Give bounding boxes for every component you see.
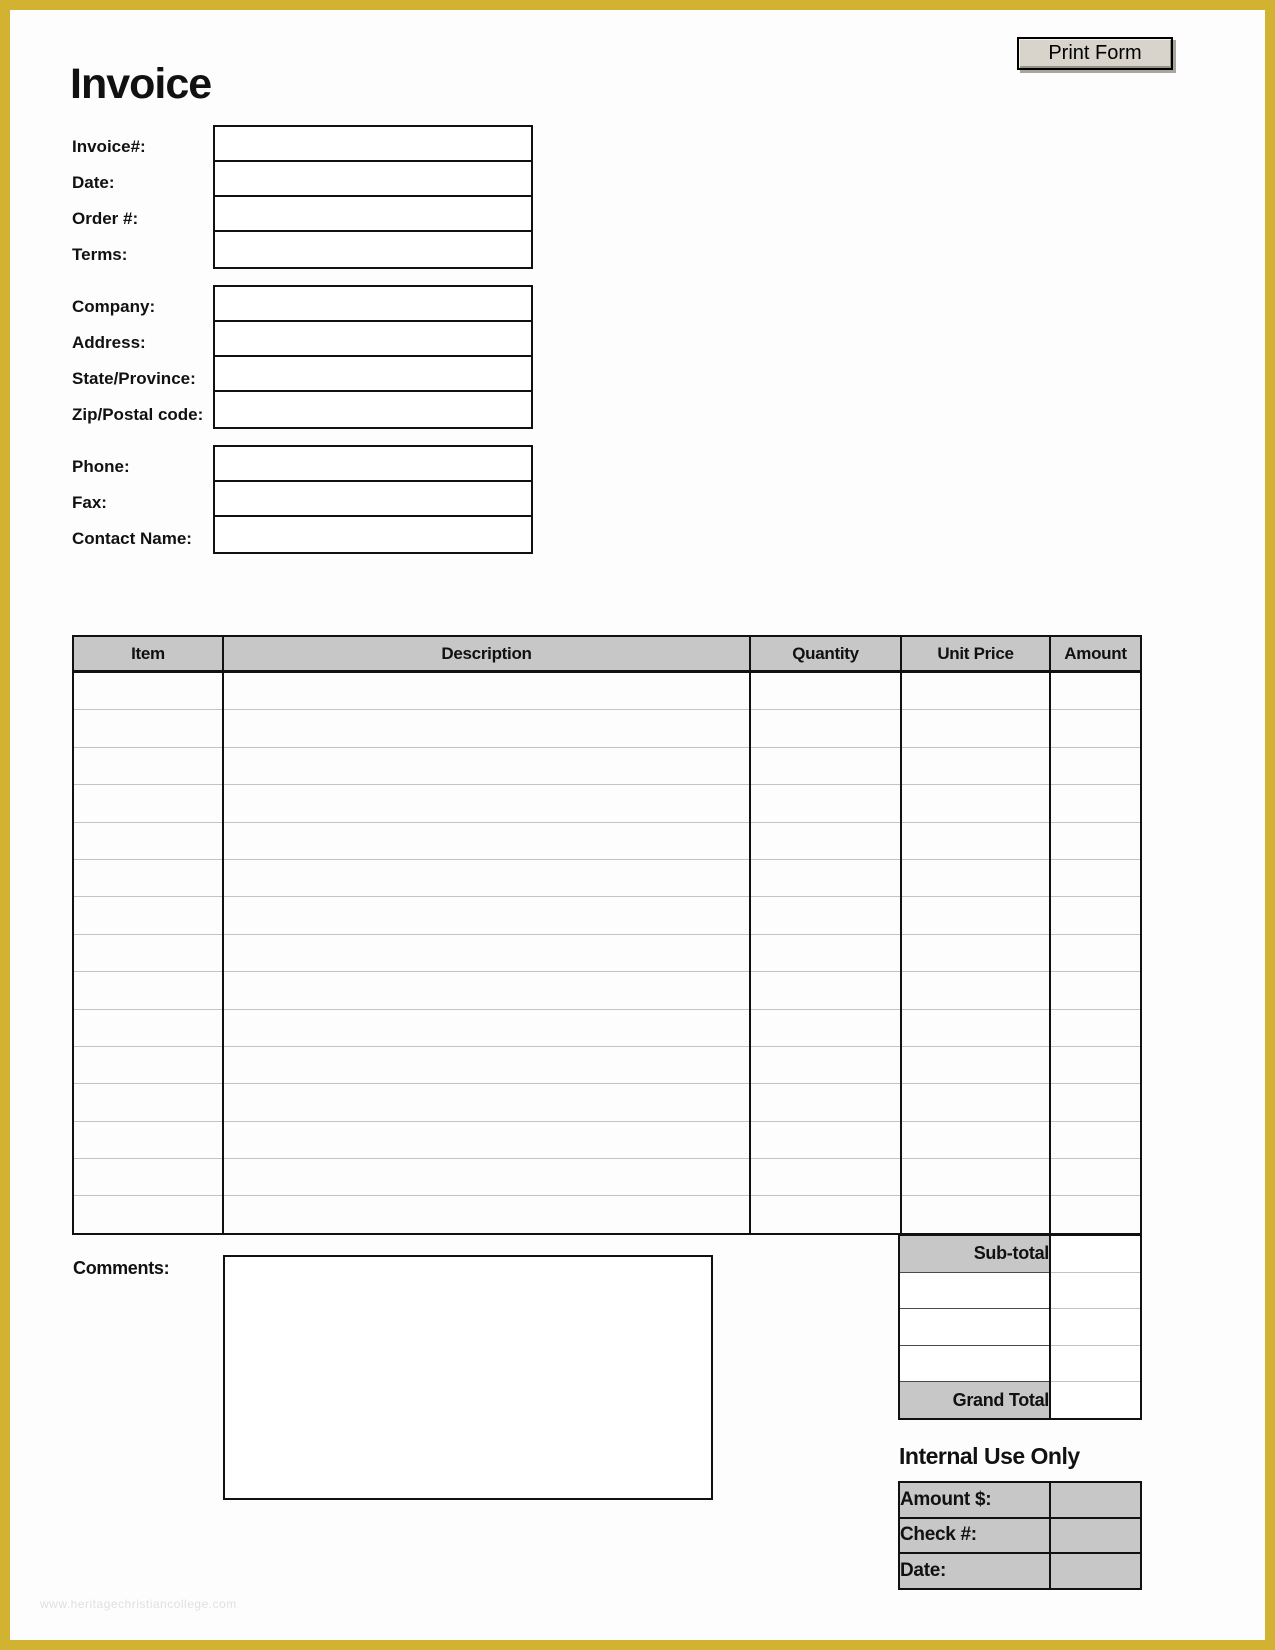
quantity-cell[interactable] bbox=[750, 710, 901, 747]
item-row bbox=[73, 710, 1141, 747]
items-header-row bbox=[73, 636, 1141, 672]
description-cell[interactable] bbox=[223, 897, 750, 934]
amount-cell[interactable] bbox=[1050, 785, 1141, 822]
description-cell[interactable] bbox=[223, 859, 750, 896]
contact-info-box bbox=[213, 445, 533, 554]
amount-cell[interactable] bbox=[1050, 1009, 1141, 1046]
quantity-cell[interactable] bbox=[750, 1009, 901, 1046]
item-row bbox=[73, 1009, 1141, 1046]
quantity-cell[interactable] bbox=[750, 859, 901, 896]
amount-cell[interactable] bbox=[1050, 822, 1141, 859]
amount-cell[interactable] bbox=[1050, 934, 1141, 971]
item-row bbox=[73, 1121, 1141, 1158]
amount-cell[interactable] bbox=[1050, 710, 1141, 747]
item-row bbox=[73, 1159, 1141, 1196]
invoice-date-label: Date: bbox=[72, 173, 115, 192]
amount-cell[interactable] bbox=[1050, 897, 1141, 934]
internal-use-row bbox=[899, 1553, 1141, 1589]
description-cell[interactable] bbox=[223, 822, 750, 859]
internal-date-value-cell[interactable] bbox=[1050, 1553, 1141, 1589]
unit-price-cell[interactable] bbox=[901, 822, 1050, 859]
quantity-cell[interactable] bbox=[750, 785, 901, 822]
item-row bbox=[73, 1084, 1141, 1121]
contact-name-field-row bbox=[215, 517, 531, 552]
quantity-cell[interactable] bbox=[750, 1196, 901, 1234]
description-cell[interactable] bbox=[223, 1196, 750, 1234]
quantity-column-header: Quantity bbox=[750, 636, 901, 672]
item-cell[interactable] bbox=[73, 710, 223, 747]
company-field-row bbox=[215, 287, 531, 322]
unit-price-cell[interactable] bbox=[901, 672, 1050, 710]
totals-extra-amount-cell[interactable] bbox=[1050, 1272, 1141, 1309]
description-cell[interactable] bbox=[223, 1084, 750, 1121]
totals-row bbox=[899, 1309, 1141, 1346]
unit-price-cell[interactable] bbox=[901, 972, 1050, 1009]
totals-extra-amount-cell[interactable] bbox=[1050, 1345, 1141, 1382]
sub-total-amount-cell[interactable] bbox=[1050, 1235, 1141, 1272]
grand-total-label-cell: Grand Total bbox=[899, 1382, 1050, 1419]
unit-price-column-header: Unit Price bbox=[901, 636, 1050, 672]
amount-cell[interactable] bbox=[1050, 972, 1141, 1009]
internal-check-number-label-cell: Check #: bbox=[899, 1518, 1050, 1554]
company-label: Company: bbox=[72, 297, 156, 316]
terms-input[interactable] bbox=[215, 232, 531, 267]
address-input[interactable] bbox=[215, 322, 531, 355]
description-cell[interactable] bbox=[223, 1159, 750, 1196]
description-cell[interactable] bbox=[223, 1009, 750, 1046]
description-cell[interactable] bbox=[223, 1121, 750, 1158]
amount-cell[interactable] bbox=[1050, 672, 1141, 710]
state-province-label: State/Province: bbox=[72, 369, 196, 388]
terms-field-row bbox=[215, 232, 531, 267]
item-row bbox=[73, 672, 1141, 710]
internal-use-row bbox=[899, 1482, 1141, 1518]
totals-extra-label-cell[interactable] bbox=[899, 1309, 1050, 1346]
grand-total-amount-cell[interactable] bbox=[1050, 1382, 1141, 1419]
item-row bbox=[73, 822, 1141, 859]
phone-field-row bbox=[215, 447, 531, 482]
order-number-field-row bbox=[215, 197, 531, 232]
totals-row bbox=[899, 1382, 1141, 1419]
order-number-input[interactable] bbox=[215, 197, 531, 230]
quantity-cell[interactable] bbox=[750, 1084, 901, 1121]
comments-label: Comments: bbox=[73, 1258, 170, 1278]
internal-date-label-cell: Date: bbox=[899, 1553, 1050, 1589]
address-label: Address: bbox=[72, 333, 146, 352]
unit-price-cell[interactable] bbox=[901, 1196, 1050, 1234]
company-input[interactable] bbox=[215, 287, 531, 320]
items-table bbox=[72, 635, 1142, 1235]
description-cell[interactable] bbox=[223, 710, 750, 747]
zip-postal-code-field-row bbox=[215, 392, 531, 427]
item-cell[interactable] bbox=[73, 1196, 223, 1234]
quantity-cell[interactable] bbox=[750, 1121, 901, 1158]
unit-price-cell[interactable] bbox=[901, 897, 1050, 934]
company-info-box bbox=[213, 285, 533, 429]
order-number-label: Order #: bbox=[72, 209, 139, 228]
item-cell[interactable] bbox=[73, 1159, 223, 1196]
amount-cell[interactable] bbox=[1050, 747, 1141, 784]
quantity-cell[interactable] bbox=[750, 897, 901, 934]
unit-price-cell[interactable] bbox=[901, 1159, 1050, 1196]
internal-use-table bbox=[898, 1481, 1142, 1590]
sub-total-label-cell: Sub-total bbox=[899, 1235, 1050, 1272]
item-cell[interactable] bbox=[73, 972, 223, 1009]
item-cell[interactable] bbox=[73, 672, 223, 710]
items-table-header bbox=[73, 636, 1141, 672]
amount-cell[interactable] bbox=[1050, 859, 1141, 896]
unit-price-cell[interactable] bbox=[901, 1046, 1050, 1083]
totals-extra-label-cell[interactable] bbox=[899, 1345, 1050, 1382]
amount-cell[interactable] bbox=[1050, 1121, 1141, 1158]
quantity-cell[interactable] bbox=[750, 972, 901, 1009]
invoice-number-label: Invoice#: bbox=[72, 137, 146, 156]
internal-use-row bbox=[899, 1518, 1141, 1554]
totals-extra-label-cell[interactable] bbox=[899, 1272, 1050, 1309]
phone-label: Phone: bbox=[72, 457, 130, 476]
invoice-info-box bbox=[213, 125, 533, 269]
unit-price-cell[interactable] bbox=[901, 934, 1050, 971]
description-cell[interactable] bbox=[223, 972, 750, 1009]
internal-check-number-value-cell[interactable] bbox=[1050, 1518, 1141, 1554]
page-title: Invoice bbox=[70, 60, 212, 108]
item-row bbox=[73, 897, 1141, 934]
fax-label: Fax: bbox=[72, 493, 107, 512]
item-row bbox=[73, 785, 1141, 822]
unit-price-cell[interactable] bbox=[901, 785, 1050, 822]
description-column-header: Description bbox=[223, 636, 750, 672]
description-cell[interactable] bbox=[223, 747, 750, 784]
phone-input[interactable] bbox=[215, 447, 531, 480]
terms-label: Terms: bbox=[72, 245, 128, 264]
description-cell[interactable] bbox=[223, 785, 750, 822]
item-row bbox=[73, 972, 1141, 1009]
totals-row bbox=[899, 1235, 1141, 1272]
item-cell[interactable] bbox=[73, 859, 223, 896]
unit-price-cell[interactable] bbox=[901, 1084, 1050, 1121]
state-province-input[interactable] bbox=[215, 357, 531, 390]
fax-field-row bbox=[215, 482, 531, 517]
item-row bbox=[73, 934, 1141, 971]
amount-cell[interactable] bbox=[1050, 1159, 1141, 1196]
internal-use-title: Internal Use Only bbox=[899, 1443, 1080, 1469]
item-row bbox=[73, 859, 1141, 896]
invoice-number-field-row bbox=[215, 127, 531, 162]
zip-postal-code-input[interactable] bbox=[215, 392, 531, 427]
item-cell[interactable] bbox=[73, 1046, 223, 1083]
internal-amount-label-cell: Amount $: bbox=[899, 1482, 1050, 1518]
totals-row bbox=[899, 1272, 1141, 1309]
totals-row bbox=[899, 1345, 1141, 1382]
description-cell[interactable] bbox=[223, 1046, 750, 1083]
fax-input[interactable] bbox=[215, 482, 531, 515]
totals-table bbox=[898, 1234, 1142, 1420]
totals-extra-amount-cell[interactable] bbox=[1050, 1309, 1141, 1346]
item-cell[interactable] bbox=[73, 934, 223, 971]
unit-price-cell[interactable] bbox=[901, 859, 1050, 896]
item-cell[interactable] bbox=[73, 747, 223, 784]
address-field-row bbox=[215, 322, 531, 357]
quantity-cell[interactable] bbox=[750, 672, 901, 710]
item-row bbox=[73, 1046, 1141, 1083]
amount-cell[interactable] bbox=[1050, 1084, 1141, 1121]
invoice-date-field-row bbox=[215, 162, 531, 197]
quantity-cell[interactable] bbox=[750, 934, 901, 971]
watermark-text: www.heritagechristiancollege.com bbox=[40, 1597, 237, 1611]
item-column-header: Item bbox=[73, 636, 223, 672]
unit-price-cell[interactable] bbox=[901, 1009, 1050, 1046]
item-cell[interactable] bbox=[73, 1121, 223, 1158]
contact-name-input[interactable] bbox=[215, 517, 531, 552]
items-table-body bbox=[73, 672, 1141, 1234]
amount-column-header: Amount bbox=[1050, 636, 1141, 672]
comments-box[interactable] bbox=[223, 1255, 713, 1500]
item-cell[interactable] bbox=[73, 785, 223, 822]
invoice-number-input[interactable] bbox=[215, 127, 531, 160]
item-cell[interactable] bbox=[73, 1009, 223, 1046]
item-row bbox=[73, 1196, 1141, 1234]
item-row bbox=[73, 747, 1141, 784]
quantity-cell[interactable] bbox=[750, 1159, 901, 1196]
description-cell[interactable] bbox=[223, 672, 750, 710]
internal-amount-value-cell[interactable] bbox=[1050, 1482, 1141, 1518]
contact-name-label: Contact Name: bbox=[72, 529, 192, 548]
quantity-cell[interactable] bbox=[750, 822, 901, 859]
item-cell[interactable] bbox=[73, 897, 223, 934]
amount-cell[interactable] bbox=[1050, 1196, 1141, 1234]
quantity-cell[interactable] bbox=[750, 1046, 901, 1083]
state-province-field-row bbox=[215, 357, 531, 392]
print-form-button[interactable]: Print Form bbox=[1017, 37, 1173, 70]
unit-price-cell[interactable] bbox=[901, 710, 1050, 747]
item-cell[interactable] bbox=[73, 1084, 223, 1121]
invoice-date-input[interactable] bbox=[215, 162, 531, 195]
quantity-cell[interactable] bbox=[750, 747, 901, 784]
amount-cell[interactable] bbox=[1050, 1046, 1141, 1083]
description-cell[interactable] bbox=[223, 934, 750, 971]
unit-price-cell[interactable] bbox=[901, 1121, 1050, 1158]
item-cell[interactable] bbox=[73, 822, 223, 859]
unit-price-cell[interactable] bbox=[901, 747, 1050, 784]
zip-postal-code-label: Zip/Postal code: bbox=[72, 405, 204, 424]
